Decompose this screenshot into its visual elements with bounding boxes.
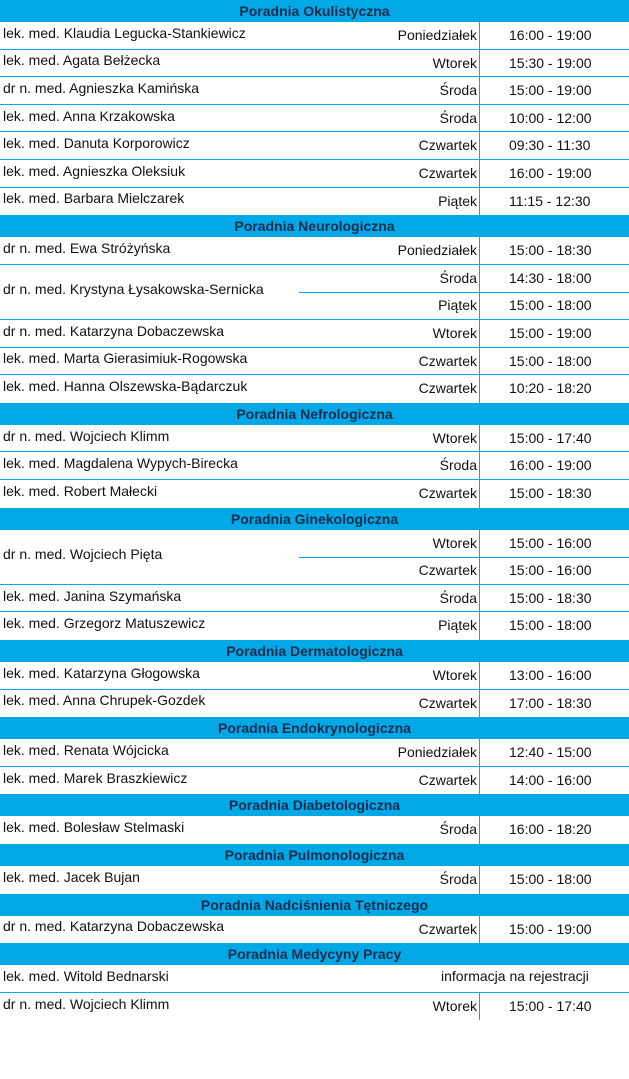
weekday-label: Czwartek [418, 352, 477, 369]
weekday-label: Czwartek [418, 485, 477, 501]
doctor-name: lek. med. Janina Szymańska [3, 587, 182, 604]
time-range: 09:30 - 11:30 [509, 137, 591, 154]
doctor-name: lek. med. Hanna Olszewska-Bądarczuk [3, 378, 248, 394]
row-divider [0, 347, 629, 348]
section-header: Poradnia Okulistyczna [0, 0, 629, 22]
weekday-label: Środa [439, 457, 477, 474]
time-range: 16:00 - 19:00 [509, 457, 592, 474]
doctor-name: dr n. med. Wojciech Pięta [3, 546, 163, 563]
doctor-name: lek. med. Agata Bełżecka [3, 52, 161, 69]
row-divider [0, 479, 629, 480]
weekday-label: Poniedziałek [397, 242, 477, 259]
column-divider [479, 425, 480, 453]
time-range: 10:00 - 12:00 [509, 109, 592, 126]
weekday-label: Czwartek [418, 380, 477, 397]
column-divider [479, 993, 480, 1021]
weekday-label: Poniedziałek [397, 27, 477, 43]
row-divider [0, 584, 629, 585]
weekday-label: Piątek [438, 297, 477, 314]
weekday-label: Czwartek [418, 137, 477, 154]
column-divider [479, 662, 480, 690]
column-divider [479, 739, 480, 767]
section-header: Poradnia Ginekologiczna [0, 508, 629, 530]
column-divider [479, 22, 480, 50]
section-header: Poradnia Diabetologiczna [0, 794, 629, 816]
row-divider [0, 374, 629, 375]
column-divider [479, 237, 480, 265]
doctor-name: lek. med. Grzegorz Matuszewicz [3, 615, 206, 632]
time-range: 11:15 - 12:30 [509, 192, 591, 209]
time-range: 14:00 - 16:00 [509, 771, 592, 788]
weekday-label: Czwartek [418, 165, 477, 181]
slot-divider [299, 557, 629, 558]
weekday-label: Wtorek [432, 429, 477, 446]
doctor-name: lek. med. Jacek Bujan [3, 868, 140, 885]
row-divider [0, 76, 629, 77]
doctor-name: lek. med. Barbara Mielczarek [3, 190, 185, 207]
doctor-name: dr n. med. Katarzyna Dobaczewska [3, 918, 224, 935]
column-divider [479, 160, 480, 188]
doctor-name: dr n. med. Agnieszka Kamińska [3, 80, 200, 96]
section-header: Poradnia Dermatologiczna [0, 640, 629, 662]
weekday-label: Wtorek [432, 534, 477, 551]
section-header: Poradnia Medycyny Pracy [0, 943, 629, 965]
doctor-name: dr n. med. Wojciech Klimm [3, 995, 170, 1012]
section-header: Poradnia Pulmonologiczna [0, 844, 629, 866]
time-range: 15:00 - 19:00 [509, 82, 592, 99]
doctor-name: lek. med. Witold Bednarski [3, 968, 169, 984]
row-divider [0, 451, 629, 452]
column-divider [479, 916, 480, 944]
row-divider [0, 187, 629, 188]
doctor-name: dr n. med. Katarzyna Dobaczewska [3, 322, 224, 339]
column-divider [479, 866, 480, 894]
row-divider [0, 49, 629, 50]
time-range: 17:00 - 18:30 [509, 694, 592, 711]
time-range: 10:20 - 18:20 [509, 380, 592, 397]
weekday-label: Czwartek [418, 694, 477, 711]
doctor-name: lek. med. Renata Wójcicka [3, 742, 169, 758]
time-range: 15:00 - 18:00 [509, 871, 592, 887]
section-header: Poradnia Neurologiczna [0, 215, 629, 237]
row-divider [0, 319, 629, 320]
weekday-label: Środa [439, 82, 477, 99]
row-divider [0, 766, 629, 767]
column-divider [479, 480, 480, 508]
column-divider [479, 105, 480, 133]
doctor-name: lek. med. Anna Krzakowska [3, 107, 175, 124]
section-header: Poradnia Nadciśnienia Tętniczego [0, 894, 629, 916]
weekday-label: Piątek [438, 192, 477, 209]
time-range: 15:00 - 18:00 [509, 352, 592, 369]
schedule-note: informacja na rejestracji [441, 968, 589, 984]
weekday-label: Środa [439, 109, 477, 126]
time-range: 12:40 - 15:00 [509, 744, 592, 761]
doctor-name: lek. med. Marta Gierasimiuk-Rogowska [3, 350, 248, 367]
weekday-label: Wtorek [432, 54, 477, 71]
column-divider [479, 132, 480, 160]
weekday-label: Środa [439, 589, 477, 606]
doctor-name: lek. med. Klaudia Legucka-Stankiewicz [3, 24, 246, 41]
column-divider [479, 452, 480, 480]
row-divider [0, 159, 629, 160]
time-range: 15:00 - 17:40 [509, 997, 592, 1014]
weekday-label: Wtorek [432, 997, 477, 1014]
column-divider [479, 612, 480, 640]
time-range: 15:00 - 18:30 [509, 242, 592, 259]
weekday-label: Środa [439, 269, 477, 286]
weekday-label: Poniedziałek [397, 744, 477, 761]
doctor-name: lek. med. Magdalena Wypych-Birecka [3, 455, 238, 472]
doctor-name: dr n. med. Ewa Stróżyńska [3, 240, 171, 256]
row-divider [0, 131, 629, 132]
column-divider [479, 77, 480, 105]
time-range: 15:00 - 18:00 [509, 617, 592, 634]
doctor-name: dr n. med. Wojciech Klimm [3, 427, 170, 444]
weekday-label: Czwartek [418, 920, 477, 937]
row-divider [0, 104, 629, 105]
time-range: 15:00 - 19:00 [509, 920, 592, 937]
time-range: 15:00 - 19:00 [509, 325, 592, 341]
section-header: Poradnia Nefrologiczna [0, 403, 629, 425]
row-divider [0, 992, 629, 993]
doctor-name: lek. med. Agnieszka Oleksiuk [3, 162, 186, 179]
time-range: 16:00 - 19:00 [509, 27, 592, 43]
weekday-label: Czwartek [418, 562, 477, 579]
time-range: 15:00 - 18:30 [509, 485, 592, 501]
time-range: 15:30 - 19:00 [509, 54, 592, 71]
column-divider [479, 50, 480, 78]
time-range: 15:00 - 18:30 [509, 589, 592, 606]
weekday-label: Środa [439, 871, 477, 887]
doctor-name: lek. med. Robert Małecki [3, 482, 158, 499]
time-range: 15:00 - 17:40 [509, 429, 592, 446]
doctor-name: dr n. med. Krystyna Łysakowska-Sernicka [3, 281, 264, 298]
column-divider [479, 767, 480, 795]
column-divider [479, 585, 480, 613]
weekday-label: Wtorek [432, 667, 477, 683]
time-range: 13:00 - 16:00 [509, 667, 592, 683]
column-divider [479, 816, 480, 844]
weekday-label: Wtorek [432, 325, 477, 341]
row-divider [0, 611, 629, 612]
doctor-name: lek. med. Katarzyna Głogowska [3, 664, 200, 681]
doctor-name: lek. med. Marek Braszkiewicz [3, 769, 188, 786]
time-range: 15:00 - 18:00 [509, 297, 592, 314]
column-divider [479, 188, 480, 216]
column-divider [479, 690, 480, 718]
column-divider [479, 320, 480, 348]
weekday-label: Środa [439, 821, 477, 838]
weekday-label: Piątek [438, 617, 477, 634]
time-range: 16:00 - 18:20 [509, 821, 592, 838]
column-divider [479, 530, 480, 585]
time-range: 15:00 - 16:00 [509, 562, 592, 579]
doctor-name: lek. med. Danuta Korporowicz [3, 135, 190, 152]
row-divider [0, 264, 629, 265]
time-range: 14:30 - 18:00 [509, 269, 592, 286]
row-divider [0, 689, 629, 690]
doctor-name: lek. med. Bolesław Stelmaski [3, 819, 185, 836]
column-divider [479, 375, 480, 403]
section-header: Poradnia Endokrynologiczna [0, 717, 629, 739]
doctor-name: lek. med. Anna Chrupek-Gozdek [3, 692, 206, 709]
time-range: 16:00 - 19:00 [509, 165, 592, 181]
column-divider [479, 265, 480, 320]
column-divider [479, 348, 480, 376]
slot-divider [299, 292, 629, 293]
weekday-label: Czwartek [418, 771, 477, 788]
time-range: 15:00 - 16:00 [509, 534, 592, 551]
